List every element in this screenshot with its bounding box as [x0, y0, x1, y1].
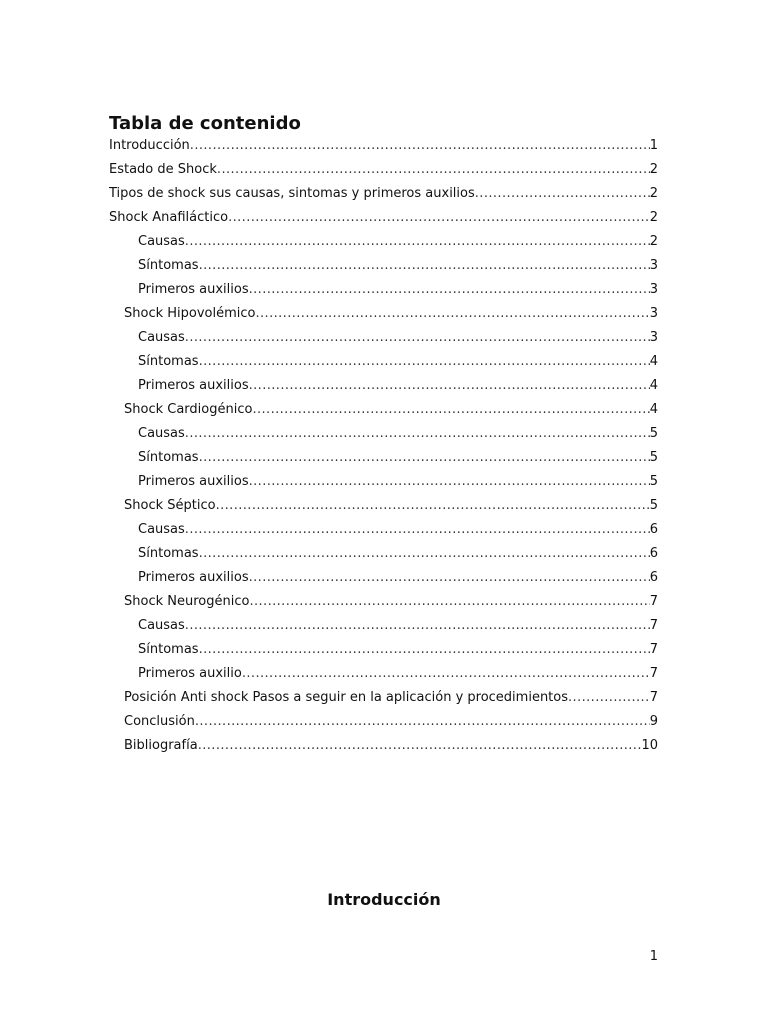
toc-entry-text: Bibliografía [124, 738, 198, 753]
toc-dot-leader [249, 374, 650, 398]
toc-entry[interactable] [109, 446, 658, 470]
toc-dot-leader [199, 638, 650, 662]
toc-entry-page: 4 [649, 354, 658, 369]
toc-entry-page: 5 [649, 450, 658, 465]
toc-entry-text: Causas [138, 234, 185, 249]
toc-entry[interactable] [109, 302, 658, 326]
toc-dot-leader [249, 470, 650, 494]
toc-entry-text: Causas [138, 618, 185, 633]
toc-dot-leader [199, 254, 650, 278]
toc-entry-page: 7 [649, 642, 658, 657]
toc-entry[interactable] [109, 638, 658, 662]
toc-entry-text: Primeros auxilios [138, 474, 249, 489]
toc-entry[interactable] [109, 422, 658, 446]
toc-entry-page: 7 [649, 666, 658, 681]
toc-entry-text: Shock Neurogénico [124, 594, 250, 609]
toc-entry-text: Síntomas [138, 546, 199, 561]
toc-entry[interactable] [109, 254, 658, 278]
toc-dot-leader [185, 230, 650, 254]
toc-entry[interactable] [109, 158, 658, 182]
toc-entry-text: Introducción [109, 138, 190, 153]
section-heading: Introducción [327, 890, 441, 909]
toc-entry-page: 1 [649, 138, 658, 153]
toc-entry-page: 6 [649, 570, 658, 585]
toc-entry-page: 2 [649, 162, 658, 177]
toc-dot-leader [185, 326, 650, 350]
toc-entry[interactable] [109, 470, 658, 494]
toc-entry[interactable] [109, 710, 658, 734]
toc-entry[interactable] [109, 734, 658, 758]
toc-entry-page: 10 [641, 738, 658, 753]
toc-entry[interactable] [109, 542, 658, 566]
toc-entry-text: Causas [138, 522, 185, 537]
toc-dot-leader [195, 710, 650, 734]
toc-dot-leader [216, 494, 650, 518]
toc-entry[interactable] [109, 662, 658, 686]
toc-entry[interactable] [109, 614, 658, 638]
toc-entry-page: 7 [649, 618, 658, 633]
toc-entry[interactable] [109, 278, 658, 302]
toc-entry[interactable] [109, 182, 658, 206]
toc-entry-text: Conclusión [124, 714, 195, 729]
toc-dot-leader [185, 518, 650, 542]
toc-entry-page: 5 [649, 426, 658, 441]
toc-entry-page: 4 [649, 402, 658, 417]
toc-entry-text: Síntomas [138, 354, 199, 369]
toc-entry[interactable] [109, 230, 658, 254]
toc-title: Tabla de contenido [109, 113, 301, 134]
toc-entry-text: Shock Séptico [124, 498, 216, 513]
toc-entry-page: 3 [649, 306, 658, 321]
toc-entry[interactable] [109, 134, 658, 158]
toc-entry[interactable] [109, 374, 658, 398]
toc-entry-text: Posición Anti shock Pasos a seguir en la aplicación y procedimientos [124, 690, 569, 705]
toc-entry-page: 4 [649, 378, 658, 393]
table-of-contents [109, 134, 658, 758]
toc-dot-leader [249, 278, 650, 302]
toc-entry-text: Primeros auxilios [138, 378, 249, 393]
toc-entry-page: 3 [649, 282, 658, 297]
toc-entry[interactable] [109, 350, 658, 374]
toc-entry-page: 2 [649, 210, 658, 225]
toc-dot-leader [255, 302, 649, 326]
toc-entry-page: 7 [649, 594, 658, 609]
toc-entry[interactable] [109, 686, 658, 710]
toc-dot-leader [217, 158, 650, 182]
toc-dot-leader [199, 350, 650, 374]
toc-entry[interactable] [109, 566, 658, 590]
toc-entry-text: Primeros auxilios [138, 282, 249, 297]
toc-entry-text: Síntomas [138, 258, 199, 273]
toc-dot-leader [228, 206, 650, 230]
toc-dot-leader [242, 662, 650, 686]
toc-entry-page: 2 [649, 186, 658, 201]
toc-entry-text: Primeros auxilios [138, 570, 249, 585]
toc-entry[interactable] [109, 494, 658, 518]
toc-entry[interactable] [109, 398, 658, 422]
toc-entry[interactable] [109, 590, 658, 614]
toc-entry-page: 3 [649, 258, 658, 273]
toc-dot-leader [249, 590, 649, 614]
toc-entry[interactable] [109, 518, 658, 542]
toc-entry-text: Tipos de shock sus causas, sintomas y primeros auxilios [109, 186, 475, 201]
toc-entry-text: Shock Anafiláctico [109, 210, 229, 225]
toc-dot-leader [185, 422, 650, 446]
toc-dot-leader [475, 182, 650, 206]
toc-dot-leader [199, 542, 650, 566]
toc-entry-page: 7 [649, 690, 658, 705]
toc-entry[interactable] [109, 206, 658, 230]
toc-entry-page: 6 [649, 522, 658, 537]
toc-entry-text: Causas [138, 426, 185, 441]
toc-entry-text: Síntomas [138, 450, 199, 465]
toc-entry-text: Shock Cardiogénico [124, 402, 253, 417]
toc-entry-page: 5 [649, 498, 658, 513]
toc-entry-text: Primeros auxilio [138, 666, 242, 681]
toc-dot-leader [199, 446, 650, 470]
toc-dot-leader [249, 566, 650, 590]
toc-entry-page: 2 [649, 234, 658, 249]
toc-entry-text: Estado de Shock [109, 162, 217, 177]
page-number: 1 [649, 949, 658, 964]
toc-entry-text: Causas [138, 330, 185, 345]
toc-entry-page: 9 [649, 714, 658, 729]
toc-entry-text: Shock Hipovolémico [124, 306, 256, 321]
toc-entry-page: 6 [649, 546, 658, 561]
toc-entry[interactable] [109, 326, 658, 350]
toc-entry-page: 3 [649, 330, 658, 345]
toc-entry-text: Síntomas [138, 642, 199, 657]
toc-dot-leader [185, 614, 650, 638]
toc-dot-leader [568, 686, 650, 710]
toc-entry-page: 5 [649, 474, 658, 489]
toc-dot-leader [252, 398, 649, 422]
toc-dot-leader [190, 134, 650, 158]
toc-dot-leader [198, 734, 642, 758]
